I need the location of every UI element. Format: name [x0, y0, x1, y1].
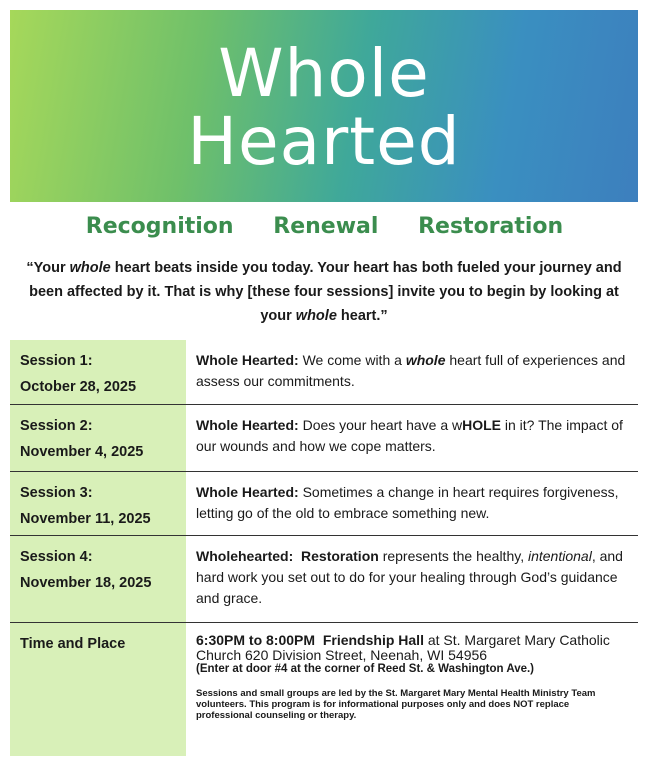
- session-label: Session 2: November 4, 2025: [20, 418, 144, 460]
- session-description: Wholehearted: Restoration represents the healthy, intentional, and hard work you set out to do for your healing through God’s guidance and grace.: [196, 548, 623, 606]
- pillar-restoration: Restoration: [418, 214, 564, 239]
- session-label: Session 3: November 11, 2025: [20, 485, 151, 527]
- title-banner: [10, 10, 638, 202]
- pillar-renewal: Renewal: [273, 214, 379, 239]
- session-row: [10, 536, 638, 623]
- session-description: Whole Hearted: We come with a whole heart full of experiences and assess our commitments.: [196, 352, 626, 389]
- time-place-label: Time and Place: [20, 636, 126, 652]
- session-description: Whole Hearted: Does your heart have a wHOLE in it? The impact of our wounds and how we cope matters.: [196, 417, 623, 454]
- time-place-details: 6:30PM to 8:00PM Friendship Hall at St. Margaret Mary Catholic Church 620 Division Street, Neenah, WI 54956 (Enter at door #4 at the corner of Reed St. & Washington Ave.) Sessions and small groups are led by the St. Margaret Mary Mental Health Ministry Team volunteers. This program is for informational purposes only and does NOT replace professional counseling or therapy.: [196, 633, 628, 721]
- session-row: [10, 340, 638, 405]
- session-label: Session 1: October 28, 2025: [20, 353, 137, 395]
- pillars-heading: [0, 214, 649, 239]
- intro-quote: “Your whole heart beats inside you today. Your heart has both fueled your journey and been affected by it. That is why [these four sessions] invite you to begin by looking at your whole heart.”: [26, 260, 622, 324]
- session-row: [10, 472, 638, 536]
- session-schedule: [10, 340, 638, 756]
- session-label: Session 4: November 18, 2025: [20, 549, 152, 591]
- pillar-recognition: Recognition: [85, 214, 234, 239]
- disclaimer-note: Sessions and small groups are led by the St. Margaret Mary Mental Health Ministry Team volunteers. This program is for informational purposes only and does NOT replace professional counseling or therapy.: [196, 688, 596, 721]
- session-description: Whole Hearted: Sometimes a change in heart requires forgiveness, letting go of the old to embrace something new.: [196, 484, 619, 521]
- page-title: Whole Hearted: [187, 35, 461, 180]
- time-and-place-row: [10, 623, 638, 756]
- session-row: [10, 405, 638, 472]
